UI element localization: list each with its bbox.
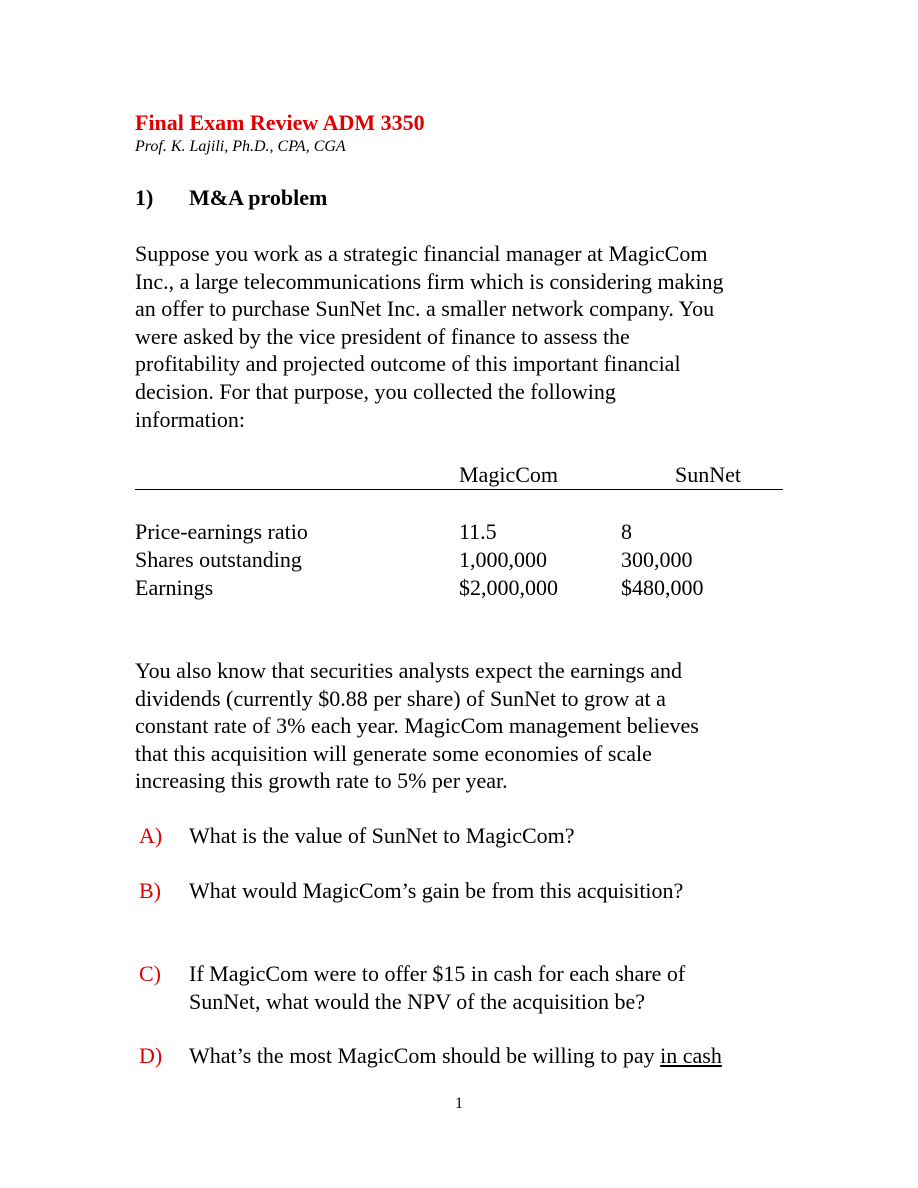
paragraph-line: information: [135, 406, 245, 432]
question-text: What would MagicCom’s gain be from this acquisition? [189, 878, 684, 903]
document-author: Prof. K. Lajili, Ph.D., CPA, CGA [135, 138, 346, 155]
question-text: What is the value of SunNet to MagicCom? [189, 823, 575, 848]
paragraph-line: Suppose you work as a strategic financial manager at MagicCom [135, 241, 708, 266]
paragraph-line: increasing this growth rate to 5% per year. [135, 768, 508, 794]
row-label: Price-earnings ratio [135, 519, 308, 544]
column-header-sunnet: SunNet [675, 462, 741, 487]
question-text: If MagicCom were to offer $15 in cash for each share of [189, 961, 686, 986]
cell-magiccom: 11.5 [459, 519, 497, 544]
question-letter: B) [139, 878, 161, 903]
question-b [135, 877, 683, 905]
intro-paragraph [135, 240, 785, 433]
question-c [135, 960, 685, 1016]
question-letter: C) [139, 961, 161, 986]
question-letter: D) [139, 1043, 163, 1068]
section-heading [135, 184, 327, 212]
paragraph-line: dividends (currently $0.88 per share) of SunNet to grow at a [135, 685, 666, 711]
paragraph-line: constant rate of 3% each year. MagicCom management believes [135, 713, 699, 739]
column-header-magiccom: MagicCom [459, 462, 558, 487]
question-letter: A) [139, 823, 163, 848]
question-a [135, 822, 575, 850]
cell-magiccom: $2,000,000 [459, 575, 558, 600]
page-number: 1 [455, 1095, 463, 1112]
document-title: Final Exam Review ADM 3350 [135, 110, 425, 135]
question-text: What’s the most MagicCom should be willing to pay [189, 1043, 661, 1068]
table-header-rule [135, 489, 783, 490]
paragraph-line: profitability and projected outcome of this important financial [135, 351, 681, 377]
paragraph-line: decision. For that purpose, you collected the following [135, 378, 616, 404]
paragraph-line: an offer to purchase SunNet Inc. a smaller network company. You [135, 296, 715, 322]
cell-sunnet: $480,000 [621, 575, 704, 600]
growth-paragraph [135, 657, 785, 795]
question-text: SunNet, what would the NPV of the acquisition be? [189, 989, 646, 1014]
paragraph-line: Inc., a large telecommunications firm which is considering making [135, 268, 724, 294]
paragraph-line: were asked by the vice president of finance to assess the [135, 323, 630, 349]
cell-sunnet: 300,000 [621, 547, 693, 572]
paragraph-line: You also know that securities analysts expect the earnings and [135, 658, 683, 683]
section-number: 1) [135, 185, 154, 210]
question-text-underlined: in cash [660, 1043, 722, 1068]
cell-sunnet: 8 [621, 519, 632, 544]
question-d [135, 1042, 722, 1070]
row-label: Shares outstanding [135, 547, 302, 572]
section-title: M&A problem [189, 185, 328, 210]
paragraph-line: that this acquisition will generate some economies of scale [135, 740, 652, 766]
cell-magiccom: 1,000,000 [459, 547, 547, 572]
row-label: Earnings [135, 575, 214, 600]
